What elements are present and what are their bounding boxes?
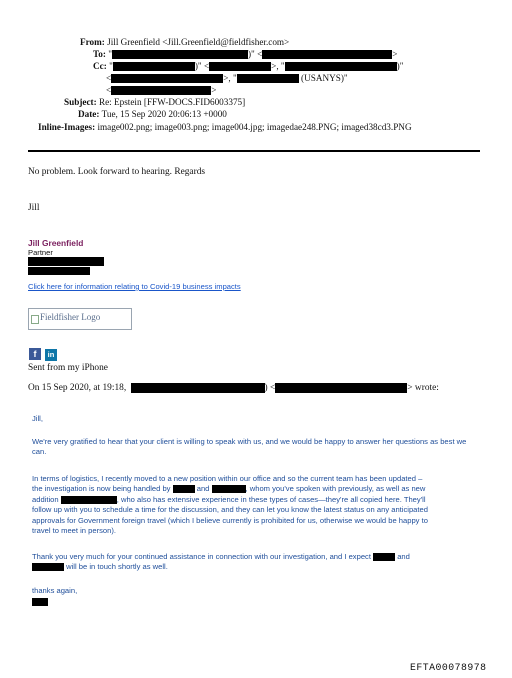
- quoted-greeting: Jill,: [32, 414, 43, 423]
- facebook-icon[interactable]: f: [29, 348, 41, 360]
- quoted-text: Thank you very much for your continued assistance in connection with our investigation, and I expect: [32, 552, 371, 561]
- to-label: To:: [93, 49, 106, 59]
- inline-images-value: image002.png; image003.png; image004.jpg; imagedae248.PNG; imaged38cd3.PNG: [97, 122, 412, 132]
- redaction: [32, 563, 64, 571]
- quoted-text: and: [196, 484, 210, 494]
- cc-label: Cc:: [93, 61, 107, 71]
- quoted-p2-line-5: approvals for Government foreign travel (which I believe currently is prohibited for us, otherwise we would be happy to: [32, 515, 428, 525]
- redaction: [262, 50, 392, 59]
- signature-name: Jill Greenfield: [28, 238, 84, 248]
- social-icons: [29, 344, 57, 362]
- quoted-p2-line-3: [32, 495, 482, 505]
- wrote-text: > wrote:: [407, 383, 439, 393]
- redaction: [28, 267, 90, 275]
- redaction: [209, 62, 271, 71]
- usanys-text: (USANYS)": [301, 73, 348, 83]
- quoted-paragraph-1: We're very gratified to hear that your client is willing to speak with us, and we would be happy to answer her questions as best we can.: [32, 437, 467, 457]
- quoted-paragraph-3: [32, 552, 482, 573]
- sent-from: Sent from my iPhone: [28, 363, 108, 373]
- date-line: [78, 108, 227, 120]
- quoted-closing: thanks again,: [32, 586, 78, 595]
- quoted-text: , who also has extensive experience in these types of cases—they're all copied here. They'll: [116, 494, 426, 504]
- quoted-paragraph-2: [32, 474, 482, 536]
- redaction: [61, 496, 117, 504]
- date-value: Tue, 15 Sep 2020 20:06:13 +0000: [101, 109, 227, 119]
- logo-alt-text: Fieldfisher Logo: [40, 312, 101, 322]
- cc-line-2: < >, " (USANYS)": [106, 73, 348, 83]
- from-label: From:: [80, 37, 105, 47]
- redaction: [112, 50, 248, 59]
- cc-line: Cc: " )" < >, " )": [93, 61, 404, 71]
- inline-images-line: [38, 121, 412, 133]
- fieldfisher-logo: [28, 308, 132, 330]
- linkedin-icon[interactable]: in: [45, 349, 57, 361]
- quoted-text: addition: [32, 494, 59, 504]
- on-date-wrote-line: On 15 Sep 2020, at 19:18, ) < > wrote:: [28, 383, 439, 393]
- quoted-text: will be in touch shortly as well.: [66, 562, 168, 572]
- redaction: [113, 62, 195, 71]
- redaction: [373, 553, 395, 561]
- redaction: [28, 257, 104, 266]
- header-divider: [28, 150, 480, 152]
- signature-title: Partner: [28, 248, 53, 257]
- redaction: [111, 74, 223, 83]
- subject-value: Re: Epstein [FFW-DOCS.FID6003375]: [98, 97, 246, 107]
- redaction: [131, 383, 265, 393]
- quoted-p3-line-1: [32, 552, 482, 562]
- inline-images-label: Inline-Images:: [38, 122, 96, 132]
- quoted-p2-line-4: follow up with you to schedule a time for the discussion, and they can let you know the latest status on any anticipated: [32, 505, 428, 515]
- subject-label: Subject:: [64, 97, 97, 107]
- broken-image-icon: [31, 315, 39, 324]
- redaction: [111, 86, 211, 95]
- to-line: To: " )" < >: [93, 49, 398, 59]
- quoted-p2-line-2: [32, 484, 482, 494]
- date-label: Date:: [78, 109, 100, 119]
- covid-link[interactable]: Click here for information relating to Covid-19 business impacts: [28, 282, 241, 291]
- quoted-text: , whom you've spoken with previously, as well as new: [245, 484, 426, 494]
- cc-line-3: < >: [106, 85, 217, 95]
- redaction: [212, 485, 246, 493]
- body-line-1: No problem. Look forward to hearing. Regards: [28, 167, 206, 177]
- quoted-text: and: [397, 552, 410, 561]
- from-line: [80, 36, 289, 48]
- redaction: [275, 383, 407, 393]
- quoted-p2-line-1: In terms of logistics, I recently moved to a new position within our office and so the current team has been updated –: [32, 474, 423, 483]
- quoted-p2-line-6: travel to meet in person).: [32, 526, 116, 536]
- subject-line: [64, 96, 245, 108]
- quoted-p3-line-2: [32, 562, 482, 572]
- from-value: Jill Greenfield <Jill.Greenfield@fieldfisher.com>: [107, 37, 290, 47]
- quoted-text: the investigation is now being handled by: [32, 484, 171, 494]
- redaction: [285, 62, 397, 71]
- redaction: [32, 598, 48, 606]
- document-id: EFTA00078978: [410, 662, 487, 673]
- on-date-prefix: On 15 Sep 2020, at 19:18,: [28, 383, 127, 393]
- body-sign-first: Jill: [28, 203, 40, 213]
- redaction: [237, 74, 299, 83]
- redaction: [173, 485, 195, 493]
